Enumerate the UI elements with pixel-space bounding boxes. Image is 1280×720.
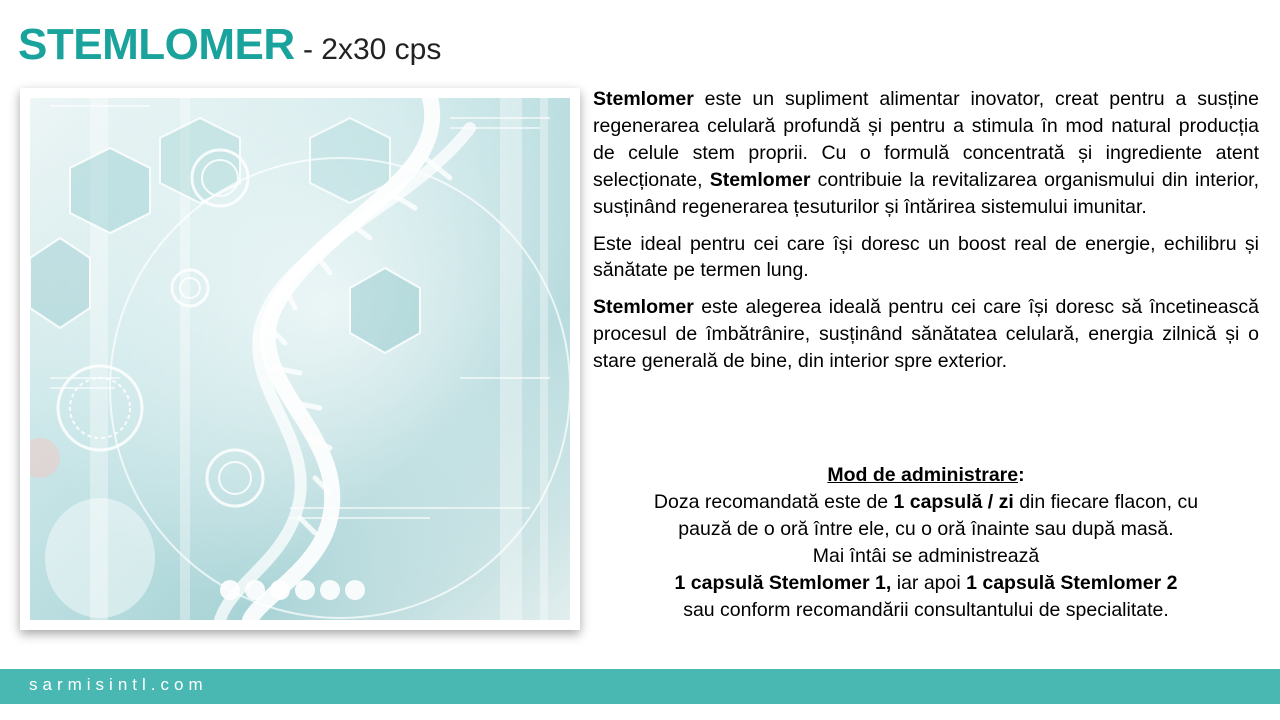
product-image-frame bbox=[20, 88, 580, 630]
product-name-inline: Stemlomer bbox=[709, 168, 811, 191]
admin-text: din fiecare flacon, cu bbox=[1013, 490, 1199, 513]
product-name-inline: Stemlomer bbox=[593, 296, 694, 319]
administration-heading bbox=[593, 462, 1259, 489]
administration-title: Mod de administrare bbox=[827, 464, 1019, 486]
description bbox=[593, 86, 1259, 385]
administration-line-5: sau conform recomandării consultantului de specialitate. bbox=[683, 598, 1169, 621]
administration-line-2: pauză de o oră între ele, cu o oră înainte sau după masă. bbox=[678, 517, 1174, 540]
dna-helix-image bbox=[30, 98, 570, 620]
product-name-inline: Stemlomer bbox=[593, 88, 694, 110]
administration-line-3: Mai întâi se administrează bbox=[812, 544, 1040, 567]
administration-line-1 bbox=[593, 489, 1259, 516]
capsule-2-highlight: 1 capsulă Stemlomer 2 bbox=[966, 571, 1178, 594]
capsule-1-highlight: 1 capsulă Stemlomer 1, bbox=[674, 571, 892, 594]
dose-highlight: 1 capsulă / zi bbox=[893, 490, 1014, 513]
paragraph-text: este un supliment alimentar inovator, creat pentru a susține regenerarea celulară profundă și pentru a stimula în mod natural producția de celule stem proprii. Cu o formulă concentrată și ingrediente atent selecționate, bbox=[593, 88, 1259, 191]
administration-colon: : bbox=[1018, 464, 1025, 486]
description-paragraph-3 bbox=[593, 294, 1259, 375]
product-package: - 2x30 cps bbox=[294, 33, 442, 66]
page-title bbox=[18, 20, 441, 70]
administration-line-4 bbox=[593, 570, 1259, 597]
administration-section bbox=[593, 462, 1259, 623]
product-name: STEMLOMER bbox=[18, 20, 295, 69]
admin-text: Doza recomandată este de bbox=[653, 490, 894, 513]
description-paragraph-1 bbox=[593, 86, 1259, 221]
footer-bar bbox=[0, 669, 1280, 704]
paragraph-text: este alegerea ideală pentru cei care își doresc să încetinească procesul de îmbătrânire, susținând sănătatea celulară, energia zilnică și o stare generală de bine, din interior spre exterior. bbox=[593, 296, 1259, 373]
website-link[interactable]: sarmisintl.com bbox=[29, 675, 208, 694]
paragraph-text: contribuie la revitalizarea organismului din interior, susținând regenerarea țesuturilor și întărirea sistemului imunitar. bbox=[593, 168, 1260, 218]
admin-text: iar apoi bbox=[891, 571, 967, 594]
description-paragraph-2: Este ideal pentru cei care își doresc un boost real de energie, echilibru și sănătate pe termen lung. bbox=[593, 232, 1259, 282]
